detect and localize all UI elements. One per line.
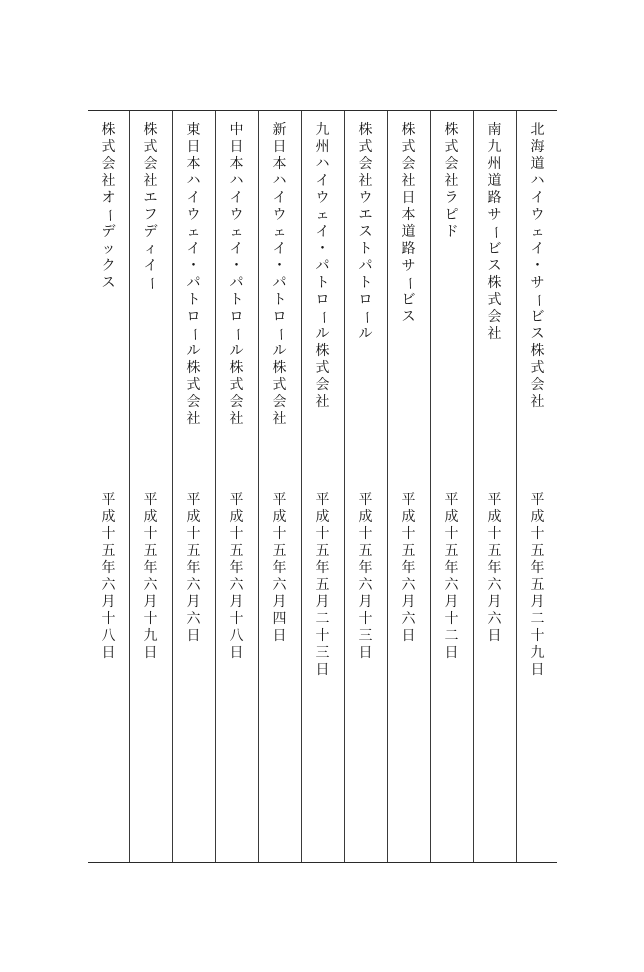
date: 平 成 十 五 年 五 月 二 十 三 日 [315,492,330,678]
company-name: 南 九 州 道 路 サ ー ビ ス 株 式 会 社 [487,122,503,342]
table-column [215,111,257,862]
date: 平 成 十 五 年 六 月 六 日 [401,492,416,644]
table-column [172,111,214,862]
table-column [430,111,472,862]
date: 平 成 十 五 年 六 月 十 八 日 [101,492,116,661]
date: 平 成 十 五 年 六 月 十 八 日 [229,492,244,661]
table-column [88,111,129,862]
table-column [258,111,300,862]
company-name: 株 式 会 社 ラ ピ ド [444,122,459,240]
company-name: 中 日 本 ハ イ ウ ェ イ ・ パ ト ロ ー ル 株 式 会 社 [229,122,245,427]
company-name: 株 式 会 社 日 本 道 路 サ ー ビ ス [401,122,417,325]
date: 平 成 十 五 年 六 月 十 九 日 [143,492,158,661]
table-column [516,111,558,862]
table-column [301,111,343,862]
company-name: 株 式 会 社 エ フ デ ィ イ ー [143,122,159,291]
date: 平 成 十 五 年 六 月 十 二 日 [444,492,459,661]
date: 平 成 十 五 年 六 月 六 日 [487,492,502,644]
table-column [473,111,515,862]
date: 平 成 十 五 年 六 月 六 日 [186,492,201,644]
company-name: 北 海 道 ハ イ ウ ェ イ ・ サ ー ビ ス 株 式 会 社 [530,122,546,410]
table-column [129,111,171,862]
date: 平 成 十 五 年 五 月 二 十 九 日 [530,492,545,678]
date: 平 成 十 五 年 六 月 四 日 [272,492,287,644]
company-name: 九 州 ハ イ ウ ェ イ ・ パ ト ロ ー ル 株 式 会 社 [315,122,331,410]
company-name: 新 日 本 ハ イ ウ ェ イ ・ パ ト ロ ー ル 株 式 会 社 [272,122,288,427]
company-name: 株 式 会 社 ウ エ ス ト パ ト ロ ー ル [358,122,374,342]
company-name: 東 日 本 ハ イ ウ ェ イ ・ パ ト ロ ー ル 株 式 会 社 [186,122,202,427]
company-date-table [88,110,557,863]
table-column [344,111,386,862]
table-column [387,111,429,862]
company-name: 株 式 会 社 オ ー デ ッ ク ス [101,122,117,291]
date: 平 成 十 五 年 六 月 十 三 日 [358,492,373,661]
